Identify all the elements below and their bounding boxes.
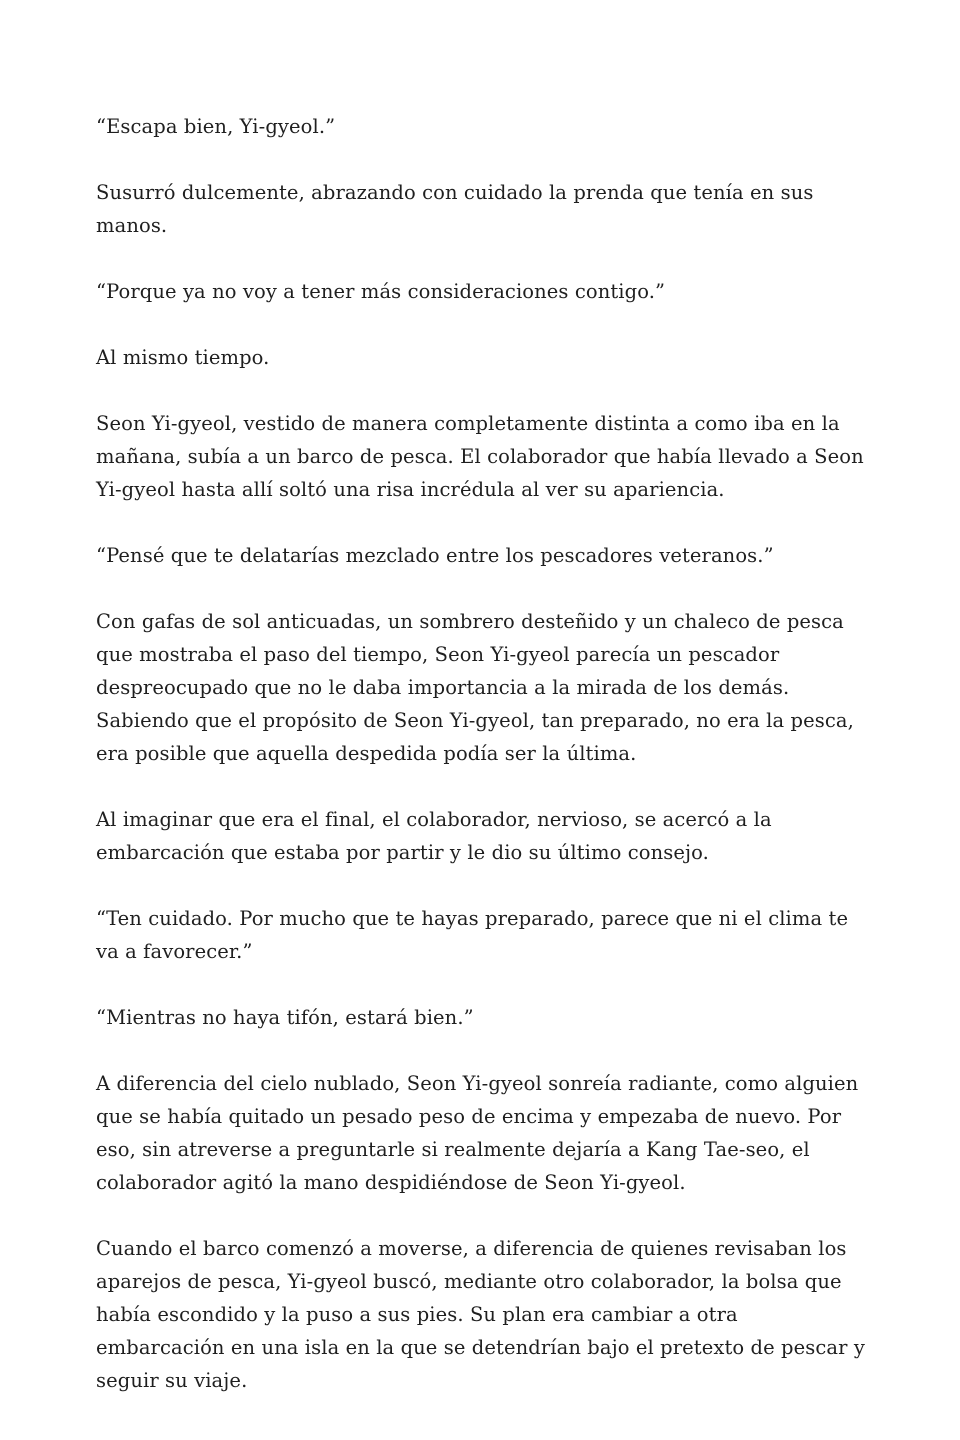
paragraph-6: “Pensé que te delatarías mezclado entre los pescadores veteranos.” [96, 544, 774, 567]
paragraph-5: Seon Yi-gyeol, vestido de manera completamente distinta a como iba en la mañana, subía a un barco de pesca. El colaborador que había llevado a Seon Yi-gyeol hasta allí soltó una risa incrédula al ver su apariencia. [96, 412, 864, 501]
paragraph-8: Al imaginar que era el final, el colaborador, nervioso, se acercó a la embarcación que estaba por partir y le dio su último consejo. [96, 808, 772, 864]
paragraph-11: A diferencia del cielo nublado, Seon Yi-gyeol sonreía radiante, como alguien que se había quitado un pesado peso de encima y empezaba de nuevo. Por eso, sin atreverse a preguntarle si realmente dejaría a Kang Tae-seo, el colaborador agitó la mano despidiéndose de Seon Yi-gyeol. [96, 1072, 859, 1194]
paragraph-7: Con gafas de sol anticuadas, un sombrero desteñido y un chaleco de pesca que mostraba el paso del tiempo, Seon Yi-gyeol parecía un pescador despreocupado que no le daba importancia a la mirada de los demás. Sabiendo que el propósito de Seon Yi-gyeol, tan preparado, no era la pesca, era posible que aquella despedida podía ser la última. [96, 610, 854, 765]
paragraph-1: “Escapa bien, Yi-gyeol.” [96, 115, 336, 138]
paragraph-3: “Porque ya no voy a tener más consideraciones contigo.” [96, 280, 666, 303]
document-page [96, 110, 868, 1397]
paragraph-12: Cuando el barco comenzó a moverse, a diferencia de quienes revisaban los aparejos de pesca, Yi-gyeol buscó, mediante otro colaborador, la bolsa que había escondido y la puso a sus pies. Su plan era cambiar a otra embarcación en una isla en la que se detendrían bajo el pretexto de pescar y seguir su viaje. [96, 1237, 865, 1392]
paragraph-10: “Mientras no haya tifón, estará bien.” [96, 1006, 474, 1029]
paragraph-9: “Ten cuidado. Por mucho que te hayas preparado, parece que ni el clima te va a favorecer.” [96, 907, 849, 963]
paragraph-2: Susurró dulcemente, abrazando con cuidado la prenda que tenía en sus manos. [96, 181, 814, 237]
paragraph-4: Al mismo tiempo. [96, 346, 270, 369]
